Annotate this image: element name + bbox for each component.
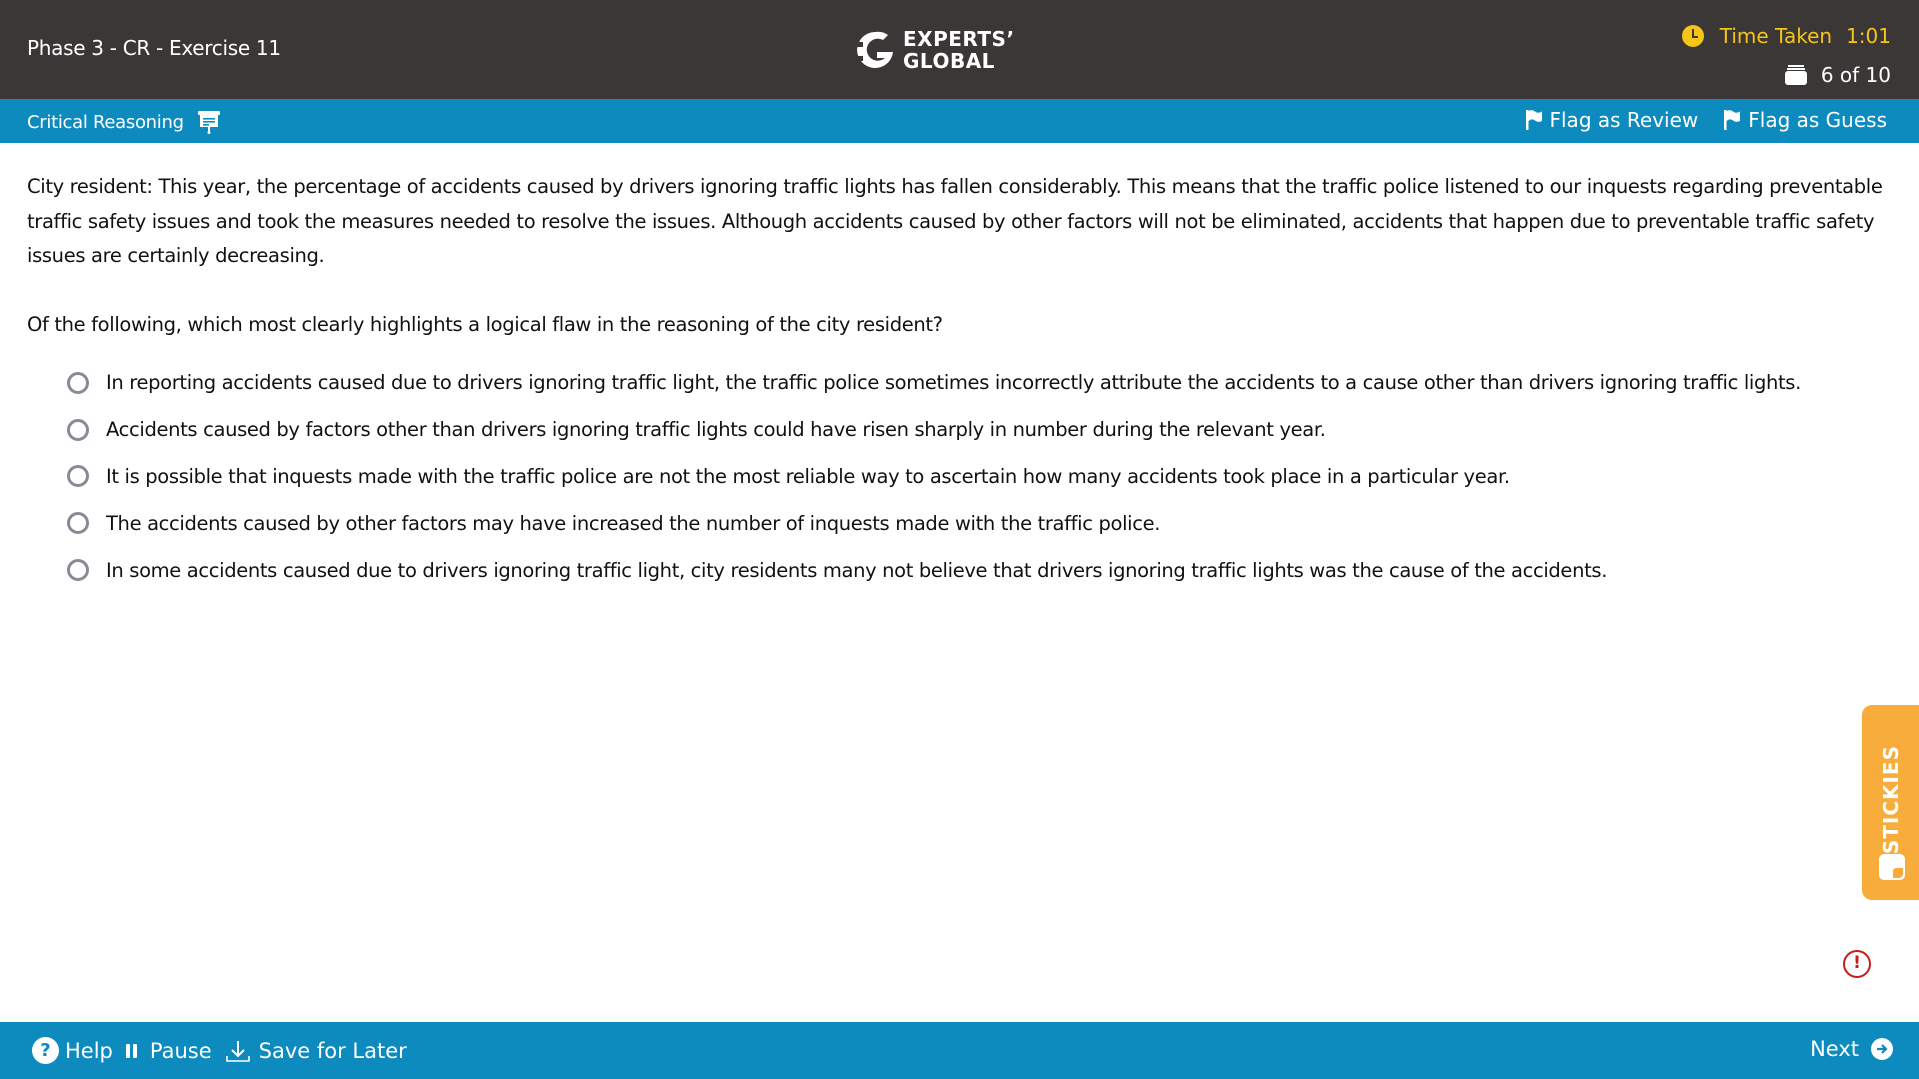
clock-icon: [1682, 25, 1704, 47]
presentation-board-icon[interactable]: [198, 110, 220, 134]
help-label: Help: [65, 1038, 113, 1063]
answer-option-text: In reporting accidents caused due to drivers ignoring traffic light, the traffic police sometimes incorrectly attribute the accidents to a cause other than drivers ignoring traffic lights.: [106, 371, 1801, 395]
download-icon: [225, 1039, 251, 1063]
stickies-tab[interactable]: [1862, 705, 1919, 900]
save-for-later-label: Save for Later: [258, 1038, 407, 1063]
pause-label: Pause: [149, 1038, 212, 1063]
arrow-right-icon: [1871, 1038, 1893, 1060]
logo-line-2: GLOBAL: [903, 49, 995, 73]
sticky-note-icon: [1879, 854, 1905, 880]
help-button[interactable]: [32, 1037, 113, 1064]
answer-option-text: Accidents caused by factors other than drivers ignoring traffic lights could have risen sharply in number during the relevant year.: [106, 418, 1326, 442]
answer-option-d[interactable]: [27, 500, 1887, 547]
exercise-title: Phase 3 - CR - Exercise 11: [27, 36, 281, 60]
answer-options: [27, 360, 1887, 594]
question-stack-icon: [1785, 65, 1807, 85]
answer-option-a[interactable]: [27, 360, 1887, 407]
radio-button[interactable]: [67, 419, 89, 441]
report-error-icon[interactable]: !: [1843, 950, 1871, 978]
pause-icon: [126, 1044, 140, 1058]
flag-as-review-label: Flag as Review: [1549, 108, 1699, 132]
question-stimulus: City resident: This year, the percentage of accidents caused by drivers ignoring traffic lights has fallen considerably. This means that the traffic police listened to our inquests regarding preventable traffic safety issues and took the measures needed to resolve the issues. Although accidents caused by other factors will not be eliminated, accidents that happen due to preventable traffic safety issues are certainly decreasing.: [27, 175, 1883, 267]
answer-option-c[interactable]: [27, 453, 1887, 500]
flag-as-review-button[interactable]: [1526, 108, 1699, 132]
flag-icon: [1724, 110, 1740, 130]
radio-button[interactable]: [67, 372, 89, 394]
bottom-toolbar: [0, 1022, 1919, 1079]
next-button[interactable]: [1810, 1037, 1893, 1061]
answer-option-text: It is possible that inquests made with the traffic police are not the most reliable way to ascertain how many accidents took place in a particular year.: [106, 464, 1510, 488]
stickies-label: STICKIES: [1878, 745, 1903, 855]
time-taken: [1682, 24, 1891, 48]
flag-as-guess-label: Flag as Guess: [1748, 108, 1887, 132]
answer-option-text: The accidents caused by other factors may have increased the number of inquests made with the traffic police.: [106, 511, 1161, 535]
section-name: [27, 110, 220, 134]
answer-option-e[interactable]: [27, 547, 1887, 594]
question-area: [27, 170, 1887, 593]
answer-option-b[interactable]: [27, 406, 1887, 453]
radio-button[interactable]: [67, 559, 89, 581]
radio-button[interactable]: [67, 512, 89, 534]
save-for-later-button[interactable]: [225, 1039, 407, 1063]
time-taken-value: 1:01: [1846, 24, 1891, 48]
radio-button[interactable]: [67, 465, 89, 487]
help-icon: ?: [32, 1037, 59, 1064]
logo-g-icon: [855, 28, 895, 72]
experts-global-logo: [855, 26, 1015, 74]
question-counter: [1785, 63, 1891, 87]
logo-line-1: EXPERTS’: [903, 27, 1015, 51]
top-header: [0, 0, 1919, 99]
pause-button[interactable]: [126, 1039, 212, 1063]
answer-option-text: In some accidents caused due to drivers ignoring traffic light, city residents many not believe that drivers ignoring traffic lights was the cause of the accidents.: [106, 558, 1608, 582]
question-counter-text: 6 of 10: [1820, 63, 1891, 87]
flag-icon: [1526, 110, 1542, 130]
section-label: Critical Reasoning: [27, 111, 184, 133]
next-label: Next: [1810, 1037, 1859, 1061]
section-bar: [0, 99, 1919, 143]
question-prompt: Of the following, which most clearly highlights a logical flaw in the reasoning of the city resident?: [27, 312, 943, 336]
flag-as-guess-button[interactable]: [1724, 108, 1887, 132]
flag-controls: [1500, 108, 1888, 132]
time-taken-label: Time Taken: [1719, 24, 1833, 48]
